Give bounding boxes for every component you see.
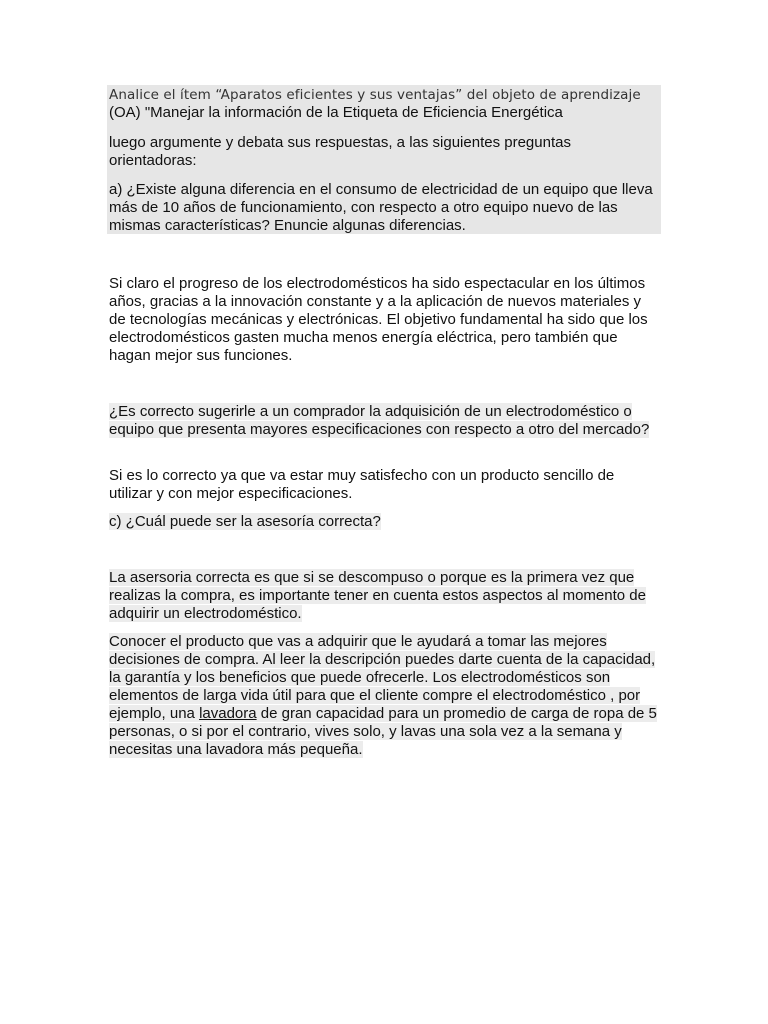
answer-c-text-2-after: de gran capacidad para un promedio de carga de ropa de 5 personas, o si por el contrario, vives solo, y lavas una sola vez a la semana y necesitas una lavadora más pequeña. — [109, 705, 657, 758]
instructions-paragraph — [109, 134, 661, 170]
answer-b-paragraph — [109, 467, 661, 503]
question-a-text: a) ¿Existe alguna diferencia en el consumo de electricidad de un equipo que lleva más de 10 años de funcionamiento, con respecto a otro equipo nuevo de las mismas características? Enuncie algunas diferencias. — [109, 181, 653, 234]
question-c-text: c) ¿Cuál puede ser la asesoría correcta? — [109, 513, 381, 530]
answer-c-text-2-before: Conocer el producto que vas a adquirir que le ayudará a tomar las mejores decisiones de compra. Al leer la descripción puedes darte cuenta de la capacidad, la garantía y los beneficios que puede ofrecerle. Los electrodomésticos son elementos de larga vida útil para que el cliente compre el electrodoméstico , por ejemplo, una — [109, 633, 656, 722]
intro-section — [109, 86, 661, 122]
lavadora-link[interactable]: lavadora — [199, 705, 257, 722]
question-b-paragraph — [109, 403, 661, 439]
question-a-paragraph — [109, 181, 661, 235]
instructions-text: luego argumente y debata sus respuestas, a las siguientes preguntas orientadoras: — [109, 134, 571, 169]
question-b-text: ¿Es correcto sugerirle a un comprador la adquisición de un electrodoméstico o equipo que presenta mayores especificaciones con respecto a otro del mercado? — [109, 403, 650, 438]
answer-a-text: Si claro el progreso de los electrodomésticos ha sido espectacular en los últimos años, gracias a la innovación constante y a la aplicación de nuevos materiales y de tecnologías mecánicas y electrónicas. El objetivo fundamental ha sido que los electrodomésticos gasten mucha menos energía eléctrica, pero también que hagan mejor sus funciones. — [109, 275, 648, 364]
intro-line-2: (OA) "Manejar la información de la Etiqueta de Eficiencia Energética — [109, 104, 563, 121]
question-c-paragraph — [109, 513, 661, 531]
answer-a-paragraph — [109, 275, 661, 365]
answer-b-text: Si es lo correcto ya que va estar muy satisfecho con un producto sencillo de utilizar y con mejor especificaciones. — [109, 467, 615, 502]
answer-c-text-1: La asersoria correcta es que si se descompuso o porque es la primera vez que realizas la compra, es importante tener en cuenta estos aspectos al momento de adquirir un electrodoméstico. — [109, 569, 646, 622]
intro-line-1: Analice el ítem “Aparatos eficientes y sus ventajas” del objeto de aprendizaje — [109, 87, 641, 103]
answer-c-paragraph-1 — [109, 569, 661, 623]
answer-c-paragraph-2 — [109, 633, 661, 759]
